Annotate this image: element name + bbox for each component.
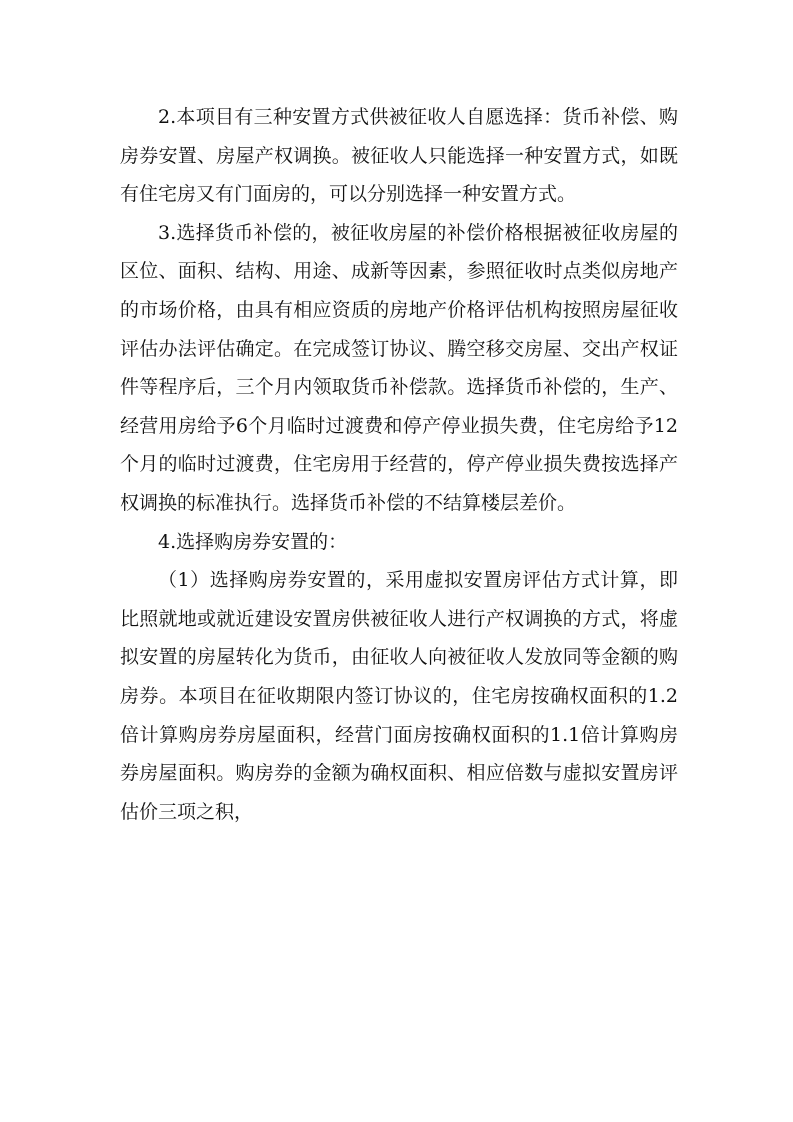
paragraph-resettlement-options: 2.本项目有三种安置方式供被征收人自愿选择：货币补偿、购房券安置、房屋产权调换。被征收人只能选择一种安置方式，如既有住宅房又有门面房的，可以分别选择一种安置方式。 <box>120 106 678 206</box>
paragraph-voucher-heading: 4.选择购房券安置的： <box>158 530 348 553</box>
paragraph-voucher-calculation: （1）选择购房券安置的，采用虚拟安置房评估方式计算，即比照就地或就近建设安置房供被征收人进行产权调换的方式，将虚拟安置的房屋转化为货币，由征收人向被征收人发放同等金额的购房券。本项目在征收期限内签订协议的，住宅房按确权面积的1.2倍计算购房券房屋面积，经营门面房按确权面积的1.1倍计算购房券房屋面积。购房券的金额为确权面积、相应倍数与虚拟安置房评估价三项之积， <box>120 569 678 823</box>
paragraph-monetary-compensation: 3.选择货币补偿的，被征收房屋的补偿价格根据被征收房屋的区位、面积、结构、用途、成新等因素，参照征收时点类似房地产的市场价格，由具有相应资质的房地产价格评估机构按照房屋征收评估办法评估确定。在完成签订协议、腾空移交房屋、交出产权证件等程序后，三个月内领取货币补偿款。选择货币补偿的，生产、经营用房给予6个月临时过渡费和停产停业损失费，住宅房给予12个月的临时过渡费，住宅房用于经营的，停产停业损失费按选择产权调换的标准执行。选择货币补偿的不结算楼层差价。 <box>120 221 678 514</box>
document-body <box>120 98 678 831</box>
